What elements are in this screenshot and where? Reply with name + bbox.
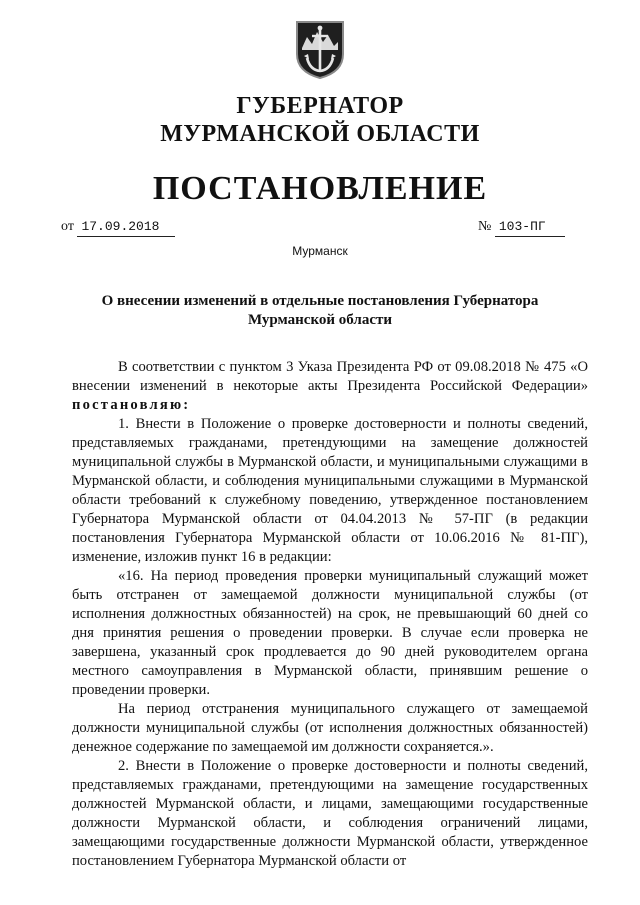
document-date bbox=[61, 218, 175, 237]
date-prefix: от bbox=[61, 219, 74, 234]
body-paragraph-1: 1. Внести в Положение о проверке достоверности и полноты сведений, представляемых гражданами, претендующими на замещение должностей муниципальной службы в Мурманской области, и муниципальными служащими в Мурманской области, и соблюдения муниципальными служащими в Мурманской области требований к служебному поведению, утвержденное постановлением Губернатора Мурманской области от 04.04.2013 № 57-ПГ (в редакции постановления Губернатора Мурманской области от 10.06.2016 № 81-ПГ), изменение, изложив пункт 16 в редакции: bbox=[72, 416, 588, 565]
number-value: 103-ПГ bbox=[495, 218, 565, 237]
document-subject: О внесении изменений в отдельные постановления Губернатора Мурманской области bbox=[101, 293, 539, 328]
document-type-title: ПОСТАНОВЛЕНИЕ bbox=[152, 170, 488, 207]
document-number bbox=[478, 218, 565, 237]
body-paragraph-3: На период отстранения муниципального служащего от замещаемой должности муниципальной службы (от исполнения должностных обязанностей) денежное содержание по замещаемой им должности сохраняется.». bbox=[72, 701, 588, 755]
document-body bbox=[72, 358, 588, 871]
city-label: Мурманск bbox=[292, 244, 348, 258]
coat-of-arms-anchor-icon bbox=[294, 20, 346, 80]
governor-title: ГУБЕРНАТОР bbox=[236, 93, 404, 119]
region-title: МУРМАНСКОЙ ОБЛАСТИ bbox=[160, 121, 480, 147]
body-paragraph-4: 2. Внести в Положение о проверке достоверности и полноты сведений, представляемых гражданами, претендующими на замещение государственных должностей Мурманской области, и лицами, замещающими государственные должности Мурманской области, и соблюдения ограничений лицами, замещающими государственные должности Мурманской области, утвержденное постановлением Губернатора Мурманской области от bbox=[72, 758, 588, 869]
body-paragraph-2: «16. На период проведения проверки муниципальный служащий может быть отстранен от замещаемой должности муниципальной службы (от исполнения должностных обязанностей) на срок, не превышающий 60 дней со дня принятия решения о проведении проверки. В случае если проверка не завершена, указанный срок продлевается до 90 дней руководителем органа местного самоуправления в Мурманской области, принявшим решение о проведении проверки. bbox=[72, 568, 588, 698]
intro-text: В соответствии с пунктом 3 Указа Президента РФ от 09.08.2018 № 475 «О внесении изменений в некоторые акты Президента Российской Федерации» bbox=[72, 359, 588, 394]
resolve-word: постановляю: bbox=[72, 397, 191, 413]
body-paragraph-intro bbox=[72, 358, 588, 415]
date-value: 17.09.2018 bbox=[77, 218, 175, 237]
number-prefix: № bbox=[478, 219, 492, 234]
